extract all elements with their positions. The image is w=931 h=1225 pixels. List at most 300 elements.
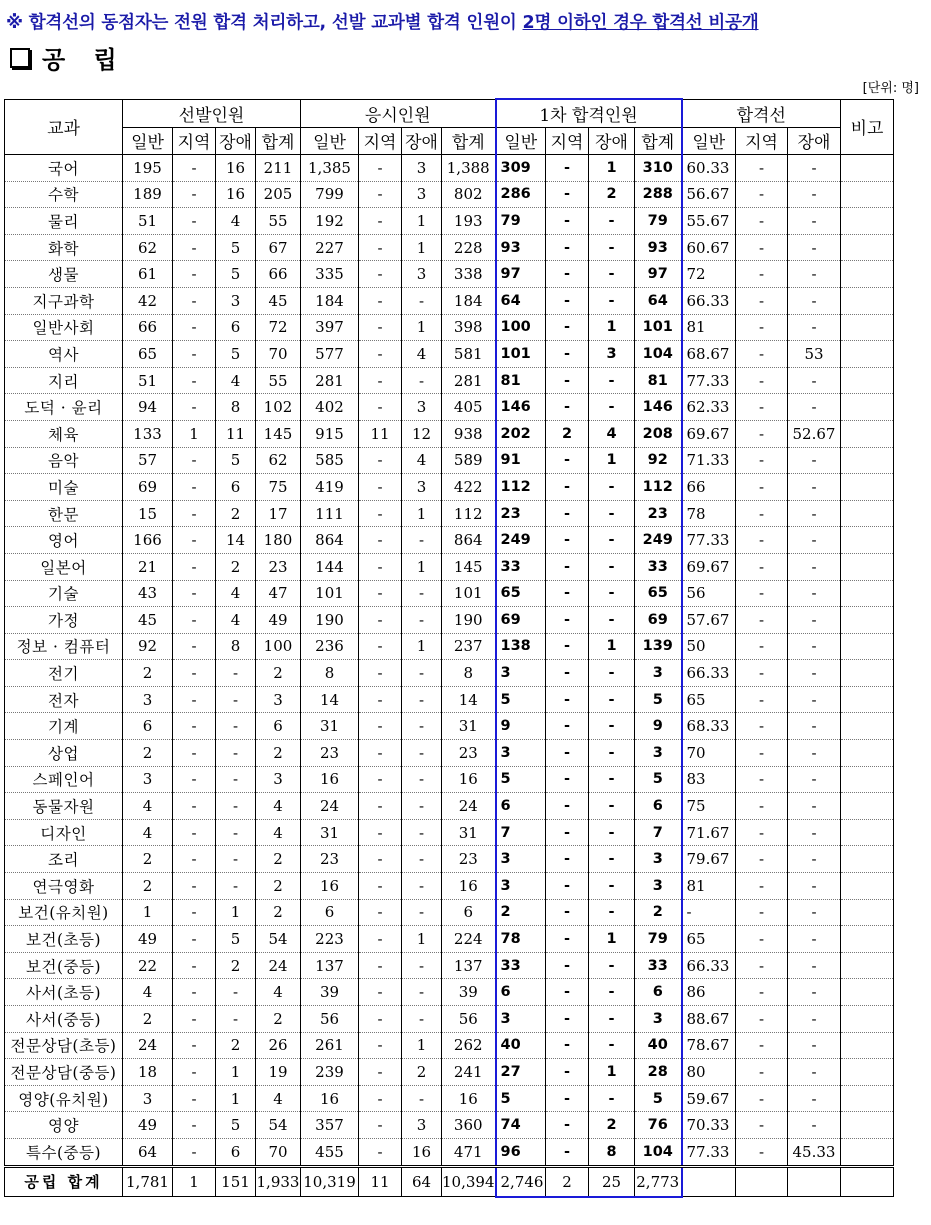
pass-total-cell: 40 <box>635 1032 682 1059</box>
app-total-cell: 14 <box>442 686 496 713</box>
table-row <box>5 873 894 900</box>
app-regional-cell: - <box>359 208 402 235</box>
subject-cell: 물리 <box>5 208 123 235</box>
app-total-cell: 137 <box>442 952 496 979</box>
cutoff-disabled-cell: - <box>788 261 841 288</box>
cutoff-regional-cell: - <box>736 713 788 740</box>
pass-disabled-cell: - <box>589 793 635 820</box>
app-general-cell: 335 <box>301 261 359 288</box>
pass-general-cell: 7 <box>496 819 546 846</box>
sel-regional-cell: - <box>173 1112 216 1139</box>
cutoff-regional-cell: - <box>736 1138 788 1166</box>
subject-cell: 가정 <box>5 607 123 634</box>
pass-regional-cell: - <box>546 766 589 793</box>
cutoff-general-cell: 75 <box>682 793 736 820</box>
pass-disabled-cell: - <box>589 819 635 846</box>
sel-regional-cell: - <box>173 952 216 979</box>
sel-disabled-cell: - <box>216 979 256 1006</box>
subject-cell: 일반사회 <box>5 314 123 341</box>
sel-total-cell: 205 <box>256 181 301 208</box>
remark-cell <box>841 287 894 314</box>
sel-disabled-cell: 4 <box>216 607 256 634</box>
subject-cell: 사서(중등) <box>5 1006 123 1033</box>
app-general-cell: 184 <box>301 287 359 314</box>
app-regional-cell: - <box>359 713 402 740</box>
cutoff-regional-cell: - <box>736 287 788 314</box>
cutoff-general-cell: 77.33 <box>682 367 736 394</box>
sel-disabled-cell: - <box>216 660 256 687</box>
table-row <box>5 899 894 926</box>
subject-cell: 사서(초등) <box>5 979 123 1006</box>
cutoff-regional-cell: - <box>736 500 788 527</box>
pass-total-cell: 208 <box>635 420 682 447</box>
sel-disabled-cell: 2 <box>216 1032 256 1059</box>
pass-total-cell: 33 <box>635 553 682 580</box>
app-disabled-cell: 1 <box>402 1032 442 1059</box>
subject-cell: 공립 합계 <box>5 1166 123 1197</box>
app-total-cell: 398 <box>442 314 496 341</box>
sel-disabled-cell: 1 <box>216 1085 256 1112</box>
sel-regional-cell: - <box>173 607 216 634</box>
app-regional-cell: - <box>359 314 402 341</box>
table-row <box>5 740 894 767</box>
header-subject: 교과 <box>5 99 123 155</box>
table-row <box>5 447 894 474</box>
sel-regional-cell: - <box>173 819 216 846</box>
pass-disabled-cell: 3 <box>589 341 635 368</box>
sel-general-cell: 21 <box>123 553 173 580</box>
sel-total-cell: 3 <box>256 686 301 713</box>
sel-total-cell: 4 <box>256 1085 301 1112</box>
app-general-cell: 23 <box>301 846 359 873</box>
sel-regional-cell: - <box>173 1006 216 1033</box>
sel-general-cell: 4 <box>123 793 173 820</box>
sel-total-cell: 45 <box>256 287 301 314</box>
sel-regional-cell: - <box>173 553 216 580</box>
sel-regional-cell: - <box>173 873 216 900</box>
table-row <box>5 607 894 634</box>
cutoff-regional-cell: - <box>736 553 788 580</box>
pass-regional-cell: - <box>546 367 589 394</box>
pass-disabled-cell: - <box>589 1085 635 1112</box>
cutoff-regional-cell: - <box>736 394 788 421</box>
cutoff-disabled-cell: - <box>788 686 841 713</box>
subject-cell: 영어 <box>5 527 123 554</box>
sel-general-cell: 4 <box>123 819 173 846</box>
cutoff-disabled-cell: - <box>788 447 841 474</box>
sel-regional-cell: - <box>173 926 216 953</box>
cutoff-disabled-cell: - <box>788 660 841 687</box>
pass-disabled-cell: 2 <box>589 181 635 208</box>
table-row <box>5 155 894 182</box>
pass-general-cell: 97 <box>496 261 546 288</box>
app-disabled-cell: - <box>402 899 442 926</box>
table-row <box>5 686 894 713</box>
app-disabled-cell: - <box>402 766 442 793</box>
pass-disabled-cell: 8 <box>589 1138 635 1166</box>
cutoff-disabled-cell: - <box>788 766 841 793</box>
subject-cell: 조리 <box>5 846 123 873</box>
app-disabled-cell: 64 <box>402 1166 442 1197</box>
app-general-cell: 402 <box>301 394 359 421</box>
pass-total-cell: 249 <box>635 527 682 554</box>
sel-regional-cell: - <box>173 979 216 1006</box>
app-regional-cell: - <box>359 926 402 953</box>
sel-regional-cell: - <box>173 1138 216 1166</box>
app-total-cell: 101 <box>442 580 496 607</box>
cutoff-disabled-cell: - <box>788 155 841 182</box>
app-disabled-cell: 1 <box>402 314 442 341</box>
table-row <box>5 926 894 953</box>
cutoff-regional-cell: - <box>736 926 788 953</box>
sel-total-cell: 2 <box>256 1006 301 1033</box>
cutoff-disabled-cell: - <box>788 952 841 979</box>
app-regional-cell: - <box>359 1059 402 1086</box>
sel-disabled-cell: 14 <box>216 527 256 554</box>
remark-cell <box>841 1166 894 1197</box>
pass-disabled-cell: 1 <box>589 155 635 182</box>
app-regional-cell: - <box>359 500 402 527</box>
subject-cell: 도덕 · 윤리 <box>5 394 123 421</box>
app-total-cell: 23 <box>442 846 496 873</box>
table-row <box>5 314 894 341</box>
app-regional-cell: - <box>359 766 402 793</box>
cutoff-regional-cell: - <box>736 1059 788 1086</box>
cutoff-general-cell: 70 <box>682 740 736 767</box>
sel-regional-cell: - <box>173 234 216 261</box>
pass-general-cell: 5 <box>496 686 546 713</box>
cutoff-disabled-cell: 53 <box>788 341 841 368</box>
sel-total-cell: 49 <box>256 607 301 634</box>
app-disabled-cell: 4 <box>402 341 442 368</box>
cutoff-regional-cell: - <box>736 527 788 554</box>
pass-general-cell: 81 <box>496 367 546 394</box>
table-row <box>5 181 894 208</box>
cutoff-regional-cell: - <box>736 899 788 926</box>
sel-disabled-cell: - <box>216 793 256 820</box>
app-disabled-cell: - <box>402 527 442 554</box>
header-group-applicants: 응시인원 <box>301 99 496 127</box>
table-row <box>5 633 894 660</box>
cutoff-regional-cell: - <box>736 1032 788 1059</box>
cutoff-disabled-cell: - <box>788 527 841 554</box>
sel-regional-cell: - <box>173 793 216 820</box>
app-general-cell: 39 <box>301 979 359 1006</box>
cutoff-disabled-cell: 52.67 <box>788 420 841 447</box>
pass-disabled-cell: - <box>589 580 635 607</box>
remark-cell <box>841 314 894 341</box>
pass-total-cell: 104 <box>635 341 682 368</box>
cutoff-disabled-cell: - <box>788 926 841 953</box>
table-row <box>5 234 894 261</box>
table-row <box>5 500 894 527</box>
pass-disabled-cell: - <box>589 952 635 979</box>
pass-general-cell: 286 <box>496 181 546 208</box>
notice-underlined: 2명 이하인 경우 합격선 비공개 <box>522 13 759 33</box>
sel-general-cell: 51 <box>123 367 173 394</box>
remark-cell <box>841 926 894 953</box>
app-regional-cell: - <box>359 553 402 580</box>
remark-cell <box>841 1006 894 1033</box>
table-row <box>5 793 894 820</box>
subheader-disabled: 장애 <box>589 127 635 155</box>
app-disabled-cell: 3 <box>402 394 442 421</box>
app-disabled-cell: - <box>402 1006 442 1033</box>
remark-cell <box>841 660 894 687</box>
pass-disabled-cell: - <box>589 1032 635 1059</box>
app-regional-cell: - <box>359 394 402 421</box>
app-total-cell: 281 <box>442 367 496 394</box>
pass-general-cell: 64 <box>496 287 546 314</box>
sel-total-cell: 4 <box>256 819 301 846</box>
cutoff-general-cell: 71.67 <box>682 819 736 846</box>
cutoff-disabled-cell: - <box>788 873 841 900</box>
sel-disabled-cell: 6 <box>216 474 256 501</box>
cutoff-disabled-cell: - <box>788 819 841 846</box>
remark-cell <box>841 420 894 447</box>
app-total-cell: 237 <box>442 633 496 660</box>
pass-total-cell: 3 <box>635 846 682 873</box>
pass-general-cell: 69 <box>496 607 546 634</box>
sel-total-cell: 19 <box>256 1059 301 1086</box>
app-disabled-cell: - <box>402 607 442 634</box>
cutoff-general-cell: 86 <box>682 979 736 1006</box>
subject-cell: 보건(유치원) <box>5 899 123 926</box>
pass-total-cell: 310 <box>635 155 682 182</box>
subject-cell: 스페인어 <box>5 766 123 793</box>
remark-cell <box>841 261 894 288</box>
sel-regional-cell: - <box>173 899 216 926</box>
subheader-total: 합계 <box>442 127 496 155</box>
table-row <box>5 287 894 314</box>
cutoff-disabled-cell: - <box>788 607 841 634</box>
app-regional-cell: - <box>359 234 402 261</box>
app-regional-cell: - <box>359 793 402 820</box>
sel-total-cell: 2 <box>256 846 301 873</box>
pass-disabled-cell: - <box>589 899 635 926</box>
pass-regional-cell: - <box>546 208 589 235</box>
cutoff-general-cell: 77.33 <box>682 1138 736 1166</box>
pass-regional-cell: - <box>546 341 589 368</box>
cutoff-disabled-cell: - <box>788 713 841 740</box>
subject-cell: 생물 <box>5 261 123 288</box>
app-total-cell: 938 <box>442 420 496 447</box>
sel-regional-cell: - <box>173 1059 216 1086</box>
pass-regional-cell: - <box>546 261 589 288</box>
sel-general-cell: 3 <box>123 686 173 713</box>
sel-total-cell: 55 <box>256 208 301 235</box>
pass-total-cell: 3 <box>635 740 682 767</box>
pass-total-cell: 5 <box>635 1085 682 1112</box>
subject-cell: 한문 <box>5 500 123 527</box>
cutoff-regional-cell: - <box>736 952 788 979</box>
cutoff-general-cell: 60.33 <box>682 155 736 182</box>
app-total-cell: 864 <box>442 527 496 554</box>
cutoff-general-cell: 70.33 <box>682 1112 736 1139</box>
pass-general-cell: 249 <box>496 527 546 554</box>
remark-cell <box>841 607 894 634</box>
app-general-cell: 261 <box>301 1032 359 1059</box>
subheader-total: 합계 <box>635 127 682 155</box>
cutoff-general-cell: 78 <box>682 500 736 527</box>
pass-disabled-cell: 25 <box>589 1166 635 1197</box>
table-row <box>5 474 894 501</box>
app-disabled-cell: - <box>402 979 442 1006</box>
sel-regional-cell: 1 <box>173 420 216 447</box>
cutoff-general-cell: 80 <box>682 1059 736 1086</box>
pass-disabled-cell: - <box>589 846 635 873</box>
remark-cell <box>841 766 894 793</box>
sel-disabled-cell: 5 <box>216 1112 256 1139</box>
cutoff-regional-cell: - <box>736 793 788 820</box>
pass-total-cell: 139 <box>635 633 682 660</box>
cutoff-general-cell: 88.67 <box>682 1006 736 1033</box>
sel-total-cell: 6 <box>256 713 301 740</box>
pass-total-cell: 104 <box>635 1138 682 1166</box>
cutoff-disabled-cell: - <box>788 1059 841 1086</box>
app-disabled-cell: - <box>402 660 442 687</box>
sel-general-cell: 42 <box>123 287 173 314</box>
app-total-cell: 422 <box>442 474 496 501</box>
pass-regional-cell: - <box>546 527 589 554</box>
app-general-cell: 915 <box>301 420 359 447</box>
sel-disabled-cell: 1 <box>216 899 256 926</box>
subject-cell: 역사 <box>5 341 123 368</box>
cutoff-regional-cell: - <box>736 580 788 607</box>
cutoff-disabled-cell: - <box>788 846 841 873</box>
app-regional-cell: - <box>359 447 402 474</box>
sel-disabled-cell: 11 <box>216 420 256 447</box>
cutoff-general-cell: 56 <box>682 580 736 607</box>
app-general-cell: 281 <box>301 367 359 394</box>
pass-general-cell: 6 <box>496 793 546 820</box>
app-regional-cell: - <box>359 1138 402 1166</box>
sel-general-cell: 51 <box>123 208 173 235</box>
subject-cell: 체육 <box>5 420 123 447</box>
app-total-cell: 1,388 <box>442 155 496 182</box>
remark-cell <box>841 979 894 1006</box>
table-row <box>5 1006 894 1033</box>
app-regional-cell: - <box>359 873 402 900</box>
table-row <box>5 367 894 394</box>
cutoff-regional-cell: - <box>736 1112 788 1139</box>
cutoff-general-cell: 66 <box>682 474 736 501</box>
app-regional-cell: 11 <box>359 1166 402 1197</box>
pass-disabled-cell: - <box>589 261 635 288</box>
cutoff-general-cell: 77.33 <box>682 527 736 554</box>
table-row <box>5 580 894 607</box>
pass-total-cell: 69 <box>635 607 682 634</box>
cutoff-disabled-cell: 45.33 <box>788 1138 841 1166</box>
pass-regional-cell: - <box>546 394 589 421</box>
sel-regional-cell: - <box>173 341 216 368</box>
sel-total-cell: 145 <box>256 420 301 447</box>
cutoff-disabled-cell: - <box>788 208 841 235</box>
cutoff-general-cell: 66.33 <box>682 660 736 687</box>
pass-total-cell: 6 <box>635 979 682 1006</box>
cutoff-general-cell: 59.67 <box>682 1085 736 1112</box>
pass-disabled-cell: - <box>589 553 635 580</box>
app-regional-cell: - <box>359 979 402 1006</box>
cutoff-general-cell: 55.67 <box>682 208 736 235</box>
pass-general-cell: 3 <box>496 873 546 900</box>
sel-disabled-cell: - <box>216 846 256 873</box>
app-regional-cell: - <box>359 341 402 368</box>
cutoff-regional-cell: - <box>736 447 788 474</box>
pass-general-cell: 3 <box>496 846 546 873</box>
app-disabled-cell: 3 <box>402 261 442 288</box>
pass-general-cell: 23 <box>496 500 546 527</box>
table-row <box>5 952 894 979</box>
sel-disabled-cell: - <box>216 766 256 793</box>
pass-total-cell: 9 <box>635 713 682 740</box>
cutoff-general-cell: 81 <box>682 314 736 341</box>
pass-regional-cell: - <box>546 1112 589 1139</box>
pass-general-cell: 3 <box>496 1006 546 1033</box>
app-general-cell: 357 <box>301 1112 359 1139</box>
pass-regional-cell: - <box>546 1059 589 1086</box>
sel-total-cell: 75 <box>256 474 301 501</box>
sel-total-cell: 26 <box>256 1032 301 1059</box>
cutoff-regional-cell: - <box>736 474 788 501</box>
pass-general-cell: 91 <box>496 447 546 474</box>
sel-general-cell: 49 <box>123 1112 173 1139</box>
app-general-cell: 24 <box>301 793 359 820</box>
cutoff-regional-cell: - <box>736 846 788 873</box>
sel-disabled-cell: 3 <box>216 287 256 314</box>
subject-cell: 수학 <box>5 181 123 208</box>
subheader-general: 일반 <box>123 127 173 155</box>
app-regional-cell: - <box>359 474 402 501</box>
header-group-selection: 선발인원 <box>123 99 301 127</box>
table-row <box>5 208 894 235</box>
sel-regional-cell: - <box>173 527 216 554</box>
app-regional-cell: - <box>359 819 402 846</box>
sel-regional-cell: - <box>173 713 216 740</box>
app-regional-cell: - <box>359 660 402 687</box>
cutoff-regional-cell: - <box>736 341 788 368</box>
cutoff-disabled-cell: - <box>788 979 841 1006</box>
sel-disabled-cell: 2 <box>216 952 256 979</box>
cutoff-general-cell: 68.33 <box>682 713 736 740</box>
sel-general-cell: 3 <box>123 766 173 793</box>
pass-general-cell: 6 <box>496 979 546 1006</box>
subject-cell: 일본어 <box>5 553 123 580</box>
cutoff-general-cell: 83 <box>682 766 736 793</box>
app-disabled-cell: - <box>402 1085 442 1112</box>
sel-total-cell: 17 <box>256 500 301 527</box>
pass-total-cell: 112 <box>635 474 682 501</box>
pass-disabled-cell: 2 <box>589 1112 635 1139</box>
app-general-cell: 223 <box>301 926 359 953</box>
pass-total-cell: 81 <box>635 367 682 394</box>
subheader-general: 일반 <box>301 127 359 155</box>
subject-cell: 특수(중등) <box>5 1138 123 1166</box>
subheader-general: 일반 <box>496 127 546 155</box>
cutoff-regional-cell: - <box>736 1006 788 1033</box>
header-group-cutoff: 합격선 <box>682 99 841 127</box>
sel-general-cell: 66 <box>123 314 173 341</box>
sel-regional-cell: - <box>173 208 216 235</box>
cutoff-regional-cell: - <box>736 686 788 713</box>
app-disabled-cell: - <box>402 952 442 979</box>
subject-cell: 영양(유치원) <box>5 1085 123 1112</box>
sel-disabled-cell: 1 <box>216 1059 256 1086</box>
cutoff-general-cell: 68.67 <box>682 341 736 368</box>
pass-disabled-cell: - <box>589 1006 635 1033</box>
sel-regional-cell: - <box>173 287 216 314</box>
sel-regional-cell: - <box>173 447 216 474</box>
